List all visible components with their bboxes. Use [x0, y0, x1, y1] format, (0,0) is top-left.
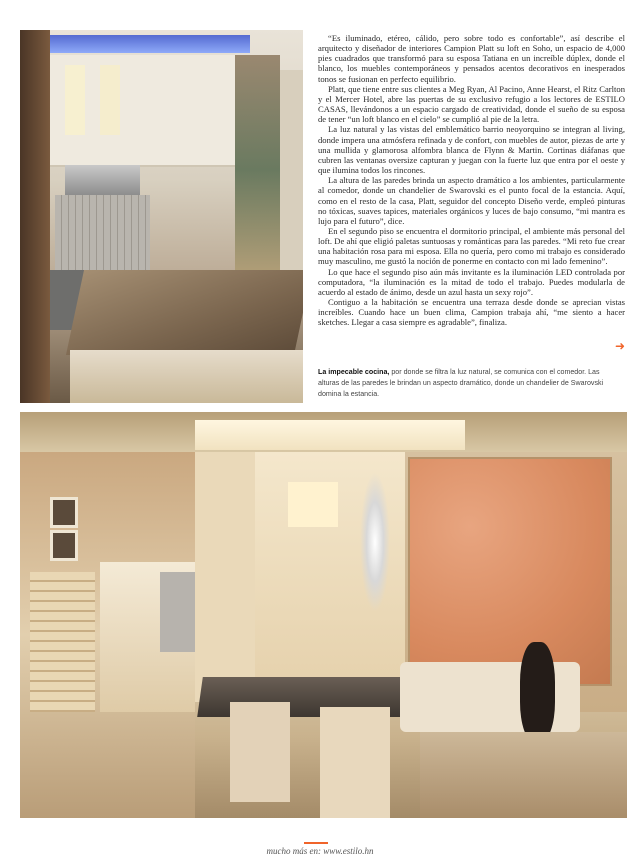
paragraph: La altura de las paredes brinda un aspecto dramático a los ambientes, particularmente al comedor, donde un chandelier de Swarovski es el punto focal de la estancia. Aquí, como en el resto de la casa, Platt, seguidor del concepto Diseño verde, empleó pinturas no tóxicas, suaves tapices, materiales orgánicos y luces de bajo consumo, “mi mantra es lujo para el futuro”, dice. — [318, 175, 625, 226]
paragraph: En el segundo piso se encuentra el dormitorio principal, el ambiente más personal del loft. De ahí que eligió paletas suntuosas y románticas para las paredes. “Mi reto fue crear una habitación rosa para mi esposa. Ella no quería, pero como mi trabajo es considerado muy masculino, me gustó la noción de ponerme en contacto con mi lado femenino”. — [318, 225, 625, 267]
caption-text: por donde se filtra la luz natural, se comunica con el comedor. Las alturas de las paredes le brindan un aspecto dramático, donde un chandelier de Swarovski domina la estancia. — [318, 368, 604, 398]
kitchen-photo — [20, 30, 303, 403]
footer-accent-bar — [304, 842, 328, 844]
paragraph: Platt, que tiene entre sus clientes a Meg Ryan, Al Pacino, Anne Hearst, el Ritz Carlton y el Mercer Hotel, abre las puertas de su exclusivo refugio a los lectores de ESTILO CASAS, llevándonos a un espacio cargado de creatividad, donde el sueño de su esposa de tener “un loft blanco en el cielo” se cumplió al pie de la letra. — [318, 83, 625, 125]
photo-caption — [318, 367, 618, 400]
continue-arrow-icon: ➜ — [615, 339, 626, 353]
caption-lead: La impecable cocina, — [318, 368, 390, 376]
article-body — [318, 33, 625, 328]
dining-room-photo — [20, 412, 627, 818]
footer-url: mucho más en: www.estilo.hn — [266, 846, 374, 856]
paragraph: Contiguo a la habitación se encuentra una terraza desde donde se aprecian vistas increíbles. Cuando hace un buen clima, Campion trabaja ahí, “me siento a hacer sketches. Llegar a casa siempre es agradable”, finaliza. — [318, 297, 625, 328]
paragraph: “Es iluminado, etéreo, cálido, pero sobre todo es confortable”, así describe el arquitecto y diseñador de interiores Campion Platt su loft en Soho, un espacio de 4,000 pies cuadrados que transformó para su esposa Tatiana en un increíble dúplex, donde el blanco, los muebles contemporáneos y pensados acentos decorativos en inesperados tonos se fusionan en perfecto equilibrio. — [318, 33, 625, 84]
paragraph: Lo que hace el segundo piso aún más invitante es la iluminación LED controlada por computadora, “la iluminación es la mitad de todo el trabajo. Puedes modularla de acuerdo al estado de ánimo, desde un azul hasta un sexy rojo”. — [318, 266, 625, 297]
paragraph: La luz natural y las vistas del emblemático barrio neoyorquino se integran al living, donde impera una atmósfera refinada y de confort, con muebles de autor, piezas de arte y una mullida y glamorosa alfombra blanca de Flynn & Martin. Cortinas diáfanas que cubren las ventanas oversize capturan y juegan con la fuerte luz que entra por el oeste y que ilumina todos los rincones. — [318, 124, 625, 176]
